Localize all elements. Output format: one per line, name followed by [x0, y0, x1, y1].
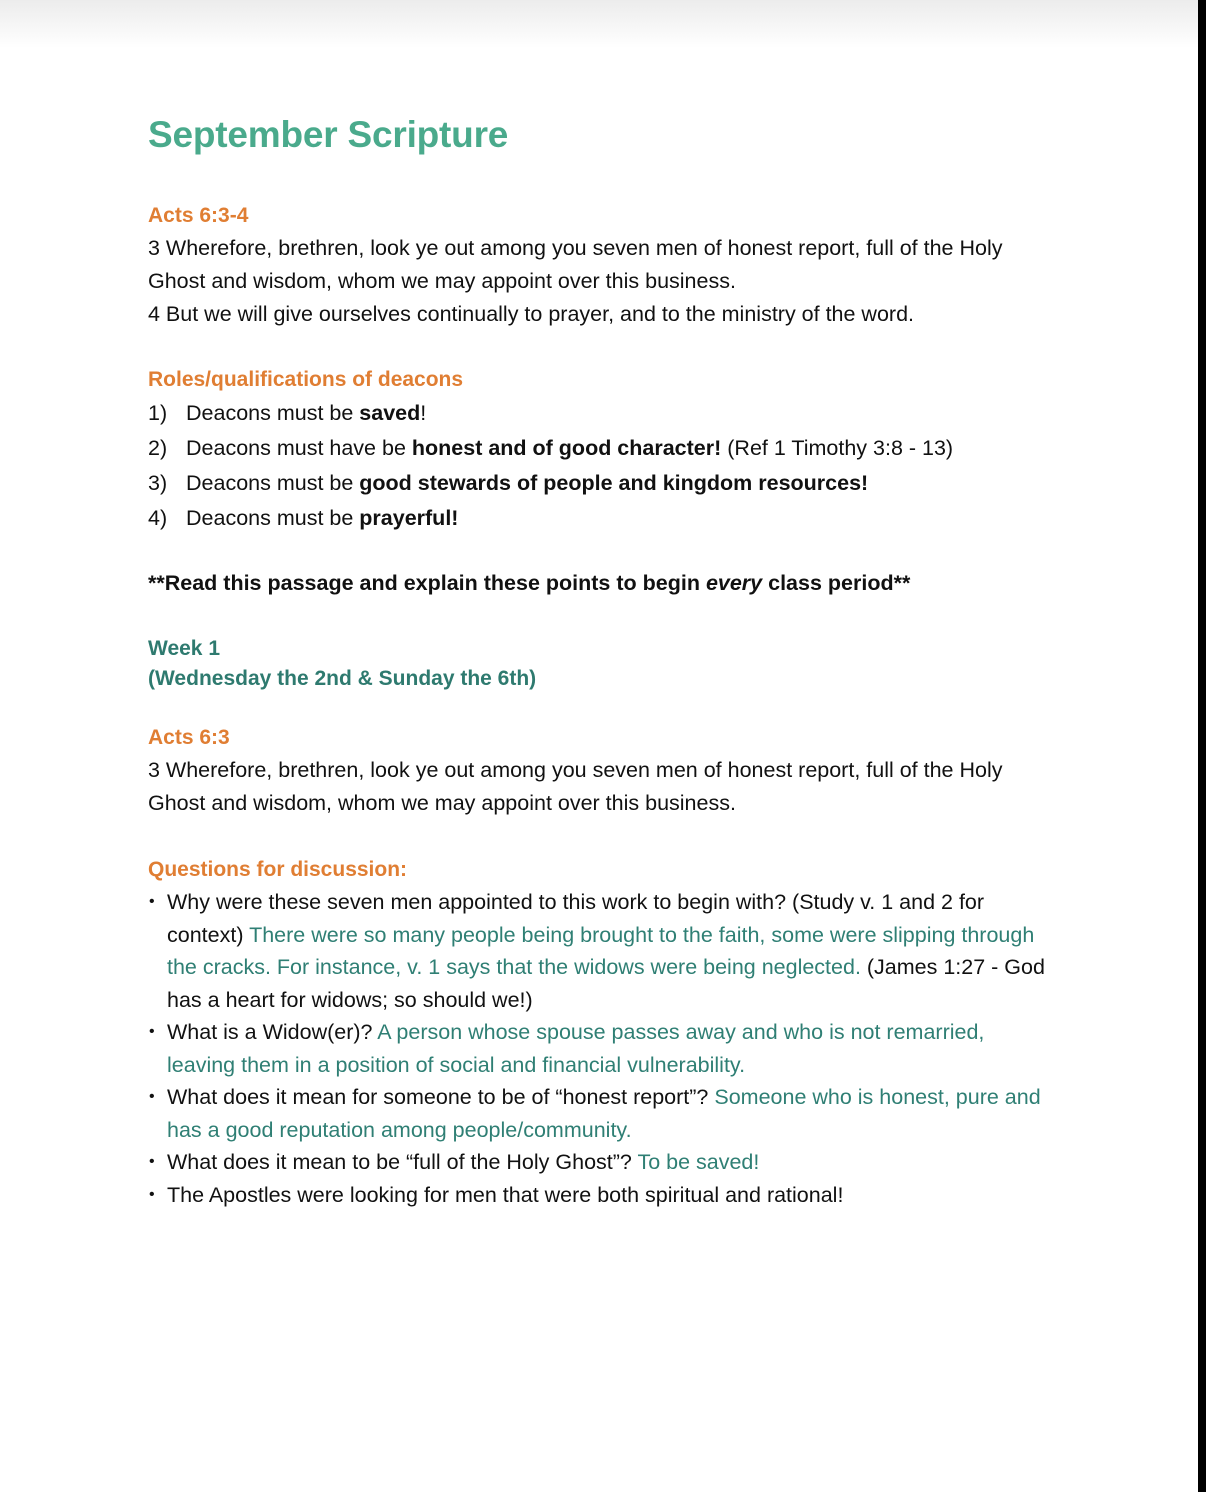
question: What does it mean for someone to be of “honest report”? — [167, 1085, 715, 1109]
role-text-bold: good stewards of people and kingdom resources! — [359, 471, 869, 495]
answer: To be saved! — [637, 1150, 760, 1174]
role-text-pre: Deacons must be — [186, 401, 360, 425]
question-item — [148, 1146, 1048, 1179]
question-item — [148, 1016, 1048, 1081]
question-item — [148, 1179, 1048, 1212]
role-text-pre: Deacons must have be — [186, 436, 412, 460]
role-text-pre: Deacons must be — [186, 471, 360, 495]
note-emphasis: every — [705, 571, 763, 595]
question-item — [148, 886, 1048, 1016]
role-item — [148, 466, 1048, 501]
passage-verse-3: 3 Wherefore, brethren, look ye out among you seven men of honest report, full of the Holy Ghost and wisdom, whom we may appoint over this business. — [148, 236, 1003, 293]
question-text — [167, 1081, 1048, 1146]
answer: A person whose spouse passes away and who is not remarried, leaving them in a position of social and financial vulnerability. — [167, 1020, 985, 1077]
week-dates: (Wednesday the 2nd & Sunday the 6th) — [148, 667, 537, 690]
role-item — [148, 396, 1048, 431]
role-number: 2) — [148, 436, 168, 460]
role-text — [186, 396, 426, 431]
roles-heading: Roles/qualifications of deacons — [148, 368, 464, 391]
role-number: 3) — [148, 471, 168, 495]
role-text-bold: saved — [359, 401, 421, 425]
question: Why were these seven men appointed to this work to begin with? (Study v. 1 and 2 for context) — [167, 890, 985, 947]
roles-list — [148, 396, 1048, 536]
question-text — [167, 1179, 843, 1212]
questions-heading: Questions for discussion: — [148, 858, 408, 881]
note-post: class period** — [762, 571, 911, 595]
role-text-bold: prayerful! — [359, 506, 459, 530]
question-text — [167, 886, 1048, 1016]
question-aside: (James 1:27 - God has a heart for widows; so should we!) — [167, 955, 1045, 1012]
role-text — [186, 466, 868, 501]
question-text — [167, 1146, 759, 1179]
role-number: 1) — [148, 401, 168, 425]
role-item — [148, 431, 1048, 466]
bullet-icon: • — [149, 1153, 155, 1170]
question-text — [167, 1016, 1048, 1081]
bullet-icon: • — [149, 1023, 155, 1040]
role-item — [148, 501, 1048, 536]
week-passage-reference: Acts 6:3 — [148, 726, 230, 749]
page-title: September Scripture — [148, 114, 509, 155]
question: What is a Widow(er)? — [167, 1020, 378, 1044]
instruction-note — [148, 567, 1048, 600]
role-text-post: (Ref 1 Timothy 3:8 - 13) — [721, 436, 954, 460]
role-text-post: ! — [420, 401, 427, 425]
document-content — [148, 112, 1048, 1211]
passage-verse-4: 4 But we will give ourselves continually to prayer, and to the ministry of the word. — [148, 302, 915, 326]
role-text-bold: honest and of good character! — [411, 436, 722, 460]
answer: Someone who is honest, pure and has a good reputation among people/community. — [167, 1085, 1041, 1142]
answer: There were so many people being brought to the faith, some were slipping through the cracks. For instance, v. 1 says that the widows were being neglected. — [167, 922, 1035, 979]
role-text-pre: Deacons must be — [186, 506, 360, 530]
week-passage-text: 3 Wherefore, brethren, look ye out among you seven men of honest report, full of the Holy Ghost and wisdom, whom we may appoint over this business. — [148, 758, 1003, 815]
role-number: 4) — [148, 506, 168, 530]
question: What does it mean to be “full of the Holy Ghost”? — [167, 1150, 638, 1174]
note-pre: **Read this passage and explain these points to begin — [148, 571, 706, 595]
bullet-icon: • — [149, 1088, 155, 1105]
questions-list — [148, 886, 1048, 1211]
question-item — [148, 1081, 1048, 1146]
week-title: Week 1 — [148, 637, 220, 660]
role-text — [186, 501, 458, 536]
question: The Apostles were looking for men that were both spiritual and rational! — [167, 1182, 844, 1207]
passage-reference: Acts 6:3-4 — [148, 204, 249, 227]
bullet-icon: • — [149, 893, 155, 910]
bullet-icon: • — [149, 1185, 155, 1203]
role-text — [186, 431, 953, 466]
